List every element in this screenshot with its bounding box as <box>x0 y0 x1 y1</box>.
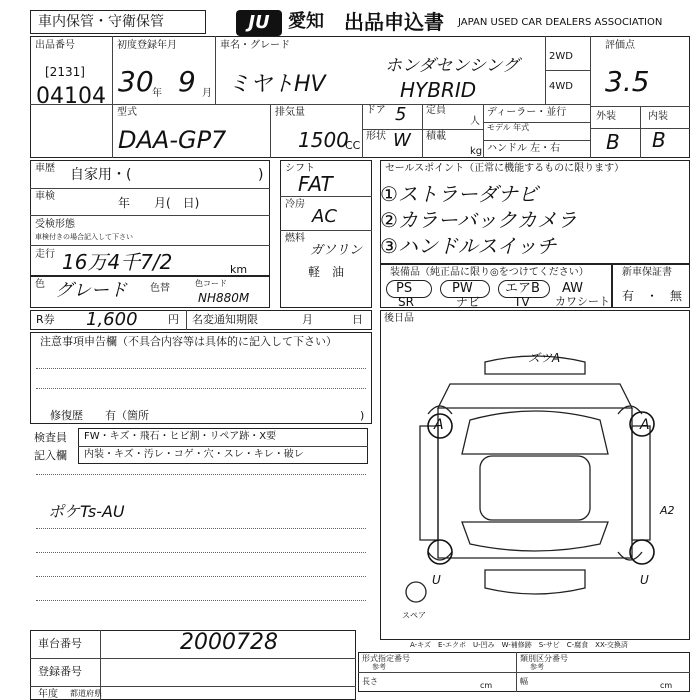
equipment-navi: ナビ <box>456 295 481 309</box>
diagram-side-note: A2 <box>660 504 675 517</box>
year-label: 年度 <box>38 689 58 700</box>
load-label: 積載 <box>426 131 446 142</box>
history-value: 自家用・( <box>70 167 132 183</box>
ac-label: 冷房 <box>285 199 305 210</box>
category-sub: 参考 <box>530 663 544 671</box>
displacement-unit: CC <box>345 139 361 152</box>
color-code-value: NH880M <box>198 291 250 305</box>
equipment-aw: AW <box>562 281 584 296</box>
first-reg-label: 初度登録年月 <box>117 40 177 51</box>
grade-line2: HYBRID <box>400 78 477 102</box>
rating-label: 評価点 <box>605 40 635 51</box>
entry-label: 記入欄 <box>34 449 67 462</box>
warranty-label: 新車保証書 <box>622 267 672 278</box>
inspector-row-1: FW・キズ・飛石・ヒビ割・リペア跡・X要 <box>84 431 277 442</box>
shape-label: 形状 <box>366 131 386 142</box>
storage-note: 車内保管・守衛保管 <box>38 14 164 30</box>
fuel-value: ガソリン <box>310 243 363 258</box>
exterior-label: 外装 <box>596 111 616 122</box>
lot-number: 04104 <box>36 84 106 109</box>
sales-point-1: ①ストラーダナビ <box>380 182 538 206</box>
inspector-handwriting: ポケTs-AU <box>48 502 125 521</box>
equipment-tv: TV <box>514 295 530 309</box>
area-label: 都道府県 <box>70 689 102 698</box>
displacement-label: 排気量 <box>275 107 305 118</box>
fuel-alt: 軽 油 <box>308 265 345 279</box>
drive-2wd: 2WD <box>549 51 573 62</box>
caution-label: 注意事項申告欄（不具合内容等は具体的に記入して下さい） <box>40 335 337 348</box>
load-unit: kg <box>470 146 483 157</box>
model-value: DAA-GP7 <box>118 126 227 154</box>
model-year-label: モデル 年式 <box>487 123 530 132</box>
equipment-sr: SR <box>398 295 414 309</box>
shift-value: FAT <box>298 172 333 196</box>
first-reg-month: 9 <box>178 65 196 98</box>
equipment-label: 装備品（純正品に限り◎をつけてください） <box>390 267 589 278</box>
lot-label: 出品番号 <box>35 40 75 51</box>
model-label: 型式 <box>117 107 137 118</box>
displacement-value: 1500 <box>298 128 349 152</box>
rating-value: 3.5 <box>605 65 650 98</box>
mileage-value: 16万4千7/2 <box>62 250 173 274</box>
year-unit: 年 <box>152 88 162 99</box>
spec-label: 形式指定番号 <box>362 654 410 663</box>
dealer-label: ディーラー・並行 <box>487 107 567 118</box>
notice-month: 月 <box>302 313 313 326</box>
color-value: グレード <box>55 280 127 301</box>
sales-point-2: ②カラーバックカメラ <box>380 208 577 232</box>
sales-points-label: セールスポイント（正常に機能するものに限ります） <box>385 163 625 174</box>
association-name: JAPAN USED CAR DEALERS ASSOCIATION <box>458 17 663 28</box>
capacity-unit: 人 <box>470 116 480 127</box>
doors-label: ドア <box>366 105 386 116</box>
sales-point-3: ③ハンドルスイッチ <box>380 234 557 258</box>
equipment-seat: カワシート <box>555 295 610 308</box>
mileage-label: 走行 <box>35 249 55 260</box>
mileage-unit: km <box>230 263 248 276</box>
grade-line1: ホンダセンシング <box>385 56 520 76</box>
brand-name: 愛知 <box>288 11 324 32</box>
equipment-ps: PS <box>396 281 413 296</box>
repair-label: 修復歴 有（箇所 <box>50 409 149 422</box>
form-type-note: 車検付きの場合記入して下さい <box>35 233 133 241</box>
inspection-label: 車検 <box>35 191 55 202</box>
warranty-value: 有 ・ 無 <box>622 289 683 303</box>
exterior-grade: B <box>606 130 620 154</box>
diagram-mark-rl: U <box>432 573 441 587</box>
length-unit: cm <box>480 681 493 690</box>
diagram-top-note: ズツA <box>528 351 561 365</box>
length-label: 長さ <box>362 677 378 686</box>
history-label: 車歴 <box>35 163 55 174</box>
drive-4wd: 4WD <box>549 81 573 92</box>
diagram-mark-fr: A <box>640 417 650 433</box>
category-label: 類別区分番号 <box>520 654 568 663</box>
spec-sub: 参考 <box>372 663 386 671</box>
history-close: ) <box>258 167 264 183</box>
registration-label: 登録番号 <box>38 665 82 678</box>
doors-value: 5 <box>395 104 407 125</box>
inspector-label: 検査員 <box>34 431 67 444</box>
recycle-label: R券 <box>36 313 55 326</box>
form-title: 出品申込書 <box>344 10 444 34</box>
inspection-value: 年 月( 日) <box>118 196 200 210</box>
color-code-label: 色コード <box>195 279 227 288</box>
diagram-mark-rr: U <box>640 573 649 587</box>
car-name: ミヤトHV <box>228 72 326 97</box>
chassis-value: 2000728 <box>180 630 278 655</box>
damage-legend: A-キズ E-エクボ U-凹み W-補修跡 S-サビ C-腐食 XX-交換済 <box>410 641 628 649</box>
color-label: 色 <box>35 279 45 290</box>
ac-value: AC <box>312 206 337 227</box>
chassis-label: 車台番号 <box>38 637 82 650</box>
spare-label: スペア <box>402 611 426 620</box>
form-type-label: 受検形態 <box>35 219 75 230</box>
equipment-airbag: エアB <box>505 281 540 296</box>
notice-label: 名変通知期限 <box>192 313 258 326</box>
recycle-value: 1,600 <box>86 309 138 330</box>
shift-label: シフト <box>285 163 315 174</box>
lot-sub: [2131] <box>45 65 85 79</box>
month-unit: 月 <box>202 88 212 99</box>
first-reg-year: 30 <box>118 65 154 98</box>
car-name-label: 車名・グレード <box>220 40 290 51</box>
color-change-label: 色替 <box>150 283 170 294</box>
handle-label: ハンドル 左・右 <box>487 143 561 154</box>
diagram-mark-fl: A <box>434 417 444 433</box>
notice-day: 日 <box>352 313 363 326</box>
interior-grade: B <box>652 128 666 152</box>
ju-logo: JU <box>236 10 282 36</box>
after-items-label: 後日品 <box>384 313 414 324</box>
fuel-label: 燃料 <box>285 233 305 244</box>
inspector-row-2: 内装・キズ・汚レ・コゲ・穴・スレ・キレ・破レ <box>84 449 304 460</box>
width-unit: cm <box>660 681 673 690</box>
equipment-pw: PW <box>452 281 473 296</box>
interior-label: 内装 <box>648 111 668 122</box>
shape-value: W <box>393 130 411 151</box>
repair-close: ) <box>360 409 365 422</box>
capacity-label: 定員 <box>426 105 446 116</box>
width-label: 幅 <box>520 677 528 686</box>
recycle-unit: 円 <box>168 313 179 326</box>
